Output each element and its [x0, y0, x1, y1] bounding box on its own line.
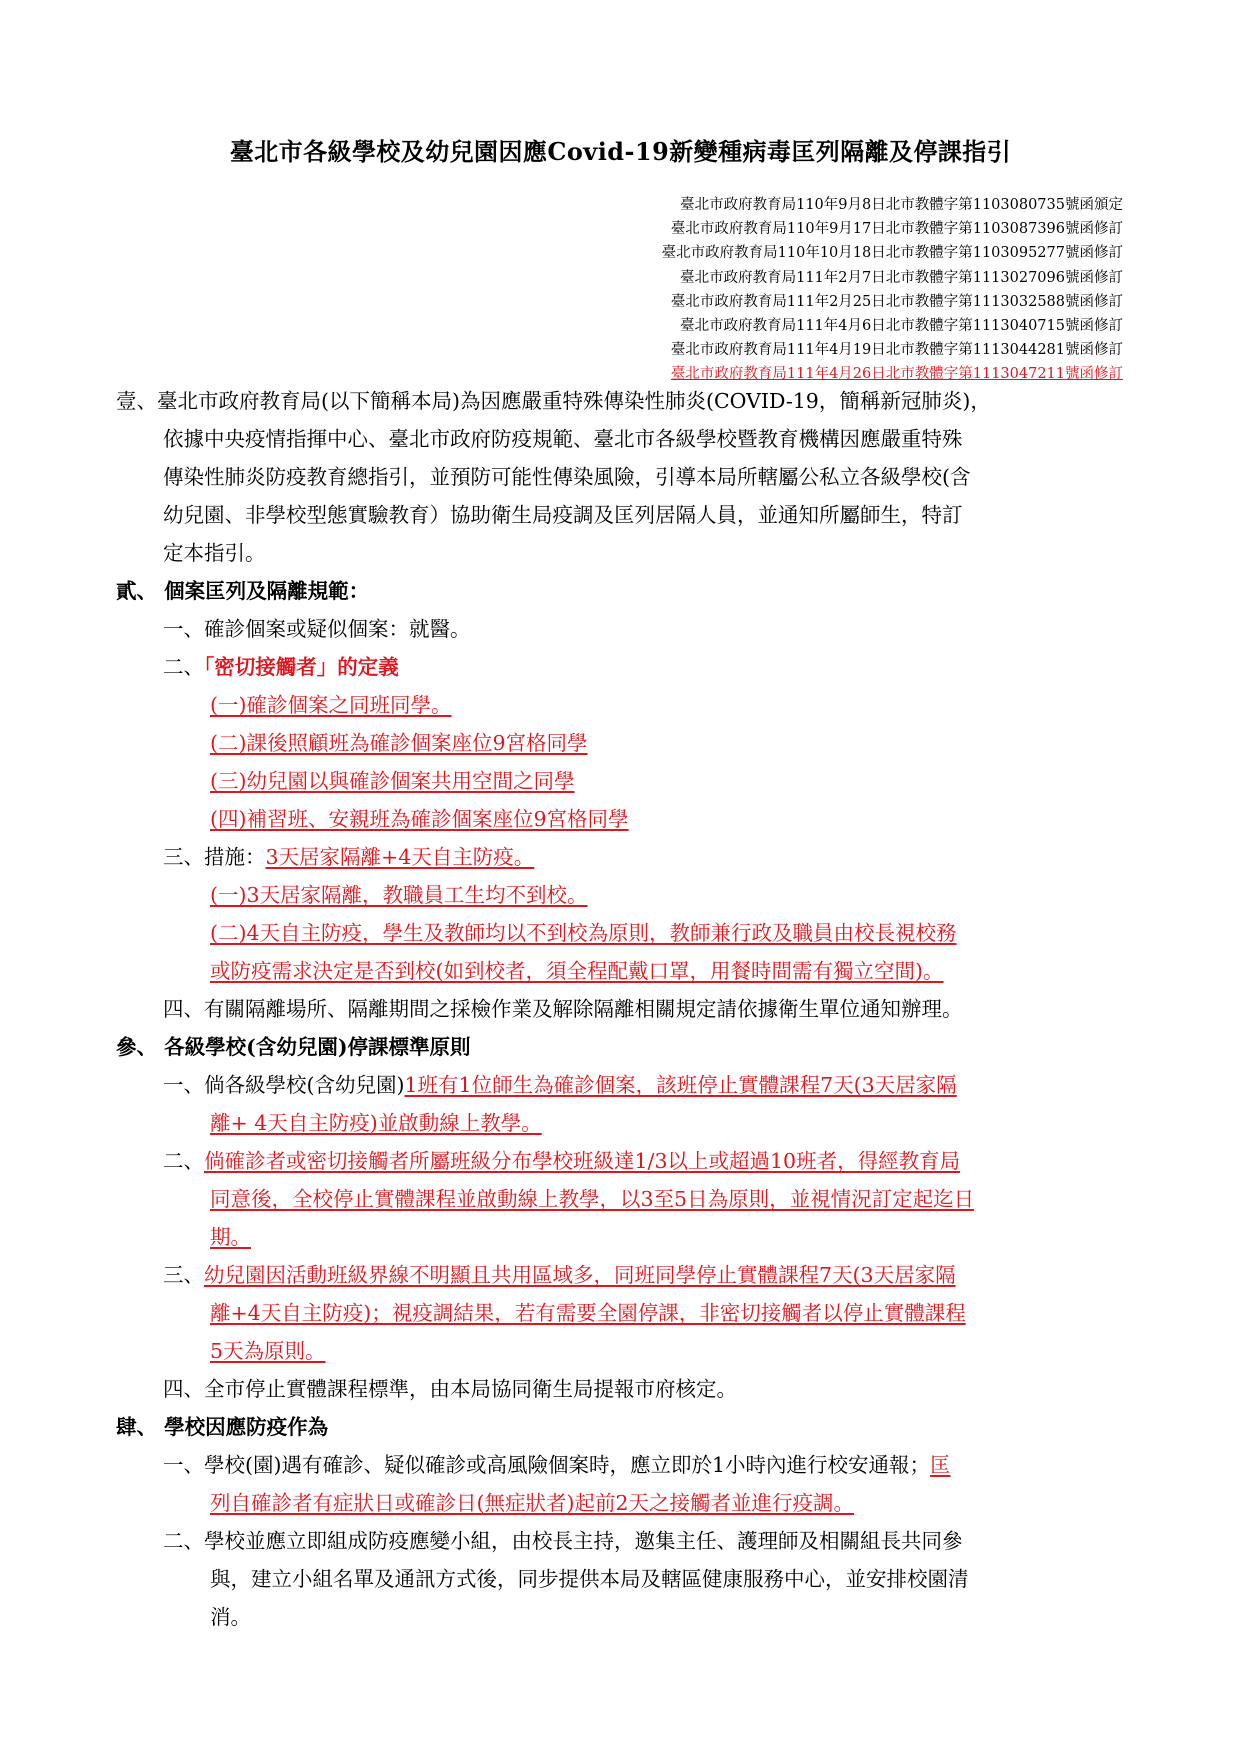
- kindergarten-rule: 幼兒園因活動班級界線不明顯且共用區域多，同班同學停止實體課程7天(3天居家隔: [204, 1263, 956, 1287]
- measures-summary: 3天居家隔離+4天自主防疫。: [265, 845, 535, 869]
- section-2-item-1: 一、確診個案或疑似個案：就醫。: [163, 617, 471, 641]
- section-2-heading: 貳、 個案匡列及隔離規範：: [116, 579, 370, 603]
- item-lead: 一、倘各級學校(含幼兒園): [163, 1073, 405, 1097]
- revision-line: 臺北市政府教育局111年4月19日北市教體字第1113044281號函修訂: [670, 342, 1123, 359]
- measure-detail: 或防疫需求決定是否到校(如到校者，須全程配戴口罩，用餐時間需有獨立空間)。: [210, 959, 944, 983]
- measure-detail: (二)4天自主防疫，學生及教師均以不到校為原則，教師兼行政及職員由校長視校務: [210, 921, 957, 945]
- revision-line: 臺北市政府教育局110年9月17日北市教體字第1103087396號函修訂: [670, 221, 1123, 238]
- measure-detail: (一)3天居家隔離，教職員工生均不到校。: [210, 883, 588, 907]
- section-3-heading: 參、 各級學校(含幼兒園)停課標準原則: [116, 1035, 471, 1059]
- section-1-line: 壹、臺北市政府教育局(以下簡稱本局)為因應嚴重特殊傳染性肺炎(COVID-19，簡稱新冠肺炎)，: [116, 389, 991, 413]
- suspension-rule-cont: 離+ 4天自主防疫)並啟動線上教學。: [210, 1111, 542, 1135]
- section-1-line: 傳染性肺炎防疫教育總指引，並預防可能性傳染風險，引導本局所轄屬公私立各級學校(含: [163, 465, 971, 489]
- revision-line: 臺北市政府教育局111年2月25日北市教體字第1113032588號函修訂: [670, 293, 1123, 310]
- section-3-item-1: [163, 1066, 957, 1104]
- close-contact-definition-title: 「密切接觸者」的定義: [204, 655, 399, 679]
- section-4-item-2: 二、學校並應立即組成防疫應變小組，由校長主持，邀集主任、護理師及相關組長共同參: [163, 1529, 963, 1553]
- measures-label: 三、措施：: [163, 845, 266, 869]
- section-2-item-3: [163, 838, 534, 876]
- suspension-rule: 1班有1位師生為確診個案，該班停止實體課程7天(3天居家隔: [404, 1073, 957, 1097]
- close-contact-criterion: (四)補習班、安親班為確診個案座位9宮格同學: [210, 807, 629, 831]
- section-3-item-2: [163, 1142, 960, 1180]
- school-wide-rule-cont: 同意後，全校停止實體課程並啟動線上教學，以3至5日為原則，並視情況訂定起迄日: [210, 1187, 975, 1211]
- revision-line: 臺北市政府教育局110年9月8日北市教體字第1103080735號函頒定: [680, 197, 1123, 213]
- revision-line-latest: 臺北市政府教育局111年4月26日北市教體字第1113047211號函修訂: [670, 366, 1123, 383]
- contact-tracing-rule-cont: 列自確診者有症狀日或確診日(無症狀者)起前2天之接觸者並進行疫調。: [210, 1491, 855, 1515]
- contact-tracing-rule: 匡: [930, 1453, 951, 1477]
- section-2-item-2: [163, 648, 399, 686]
- section-1-line: 幼兒園、非學校型態實驗教育）協助衛生局疫調及匡列居隔人員，並通知所屬師生，特訂: [163, 503, 963, 527]
- section-3-item-3: [163, 1256, 956, 1294]
- revision-history: [662, 193, 1123, 387]
- section-2-item-4: 四、有關隔離場所、隔離期間之採檢作業及解除隔離相關規定請依據衛生單位通知辦理。: [163, 997, 963, 1021]
- kindergarten-rule-cont: 5天為原則。: [210, 1339, 326, 1363]
- section-1-line: 依據中央疫情指揮中心、臺北市政府防疫規範、臺北市各級學校暨教育機構因應嚴重特殊: [163, 427, 963, 451]
- revision-line: 臺北市政府教育局111年2月7日北市教體字第1113027096號函修訂: [680, 269, 1123, 286]
- section-4-item-2-cont: 與，建立小組名單及通訊方式後，同步提供本局及轄區健康服務中心，並安排校園清: [210, 1567, 969, 1591]
- section-4-item-2-cont: 消。: [210, 1605, 251, 1629]
- kindergarten-rule-cont: 離+4天自主防疫)；視疫調結果，若有需要全園停課，非密切接觸者以停止實體課程: [210, 1301, 966, 1325]
- item-number: 二、: [163, 655, 204, 679]
- item-number: 三、: [163, 1263, 204, 1287]
- school-wide-rule-cont: 期。: [210, 1225, 251, 1249]
- school-wide-rule: 倘確診者或密切接觸者所屬班級分布學校班級達1/3以上或超過10班者，得經教育局: [204, 1149, 961, 1173]
- close-contact-criterion: (二)課後照顧班為確診個案座位9宮格同學: [210, 731, 588, 755]
- section-1-line: 定本指引。: [163, 541, 266, 565]
- close-contact-criterion: (一)確診個案之同班同學。: [210, 693, 452, 717]
- item-number: 二、: [163, 1149, 204, 1173]
- section-3-item-4: 四、全市停止實體課程標準，由本局協同衛生局提報市府核定。: [163, 1377, 737, 1401]
- revision-line: 臺北市政府教育局111年4月6日北市教體字第1113040715號函修訂: [680, 318, 1123, 335]
- close-contact-criterion: (三)幼兒園以與確診個案共用空間之同學: [210, 769, 575, 793]
- section-4-item-1: [163, 1446, 951, 1484]
- report-rule: 一、學校(園)遇有確診、疑似確診或高風險個案時，應立即於1小時內進行校安通報；: [163, 1453, 931, 1477]
- section-4-heading: 肆、 學校因應防疫作為: [116, 1415, 329, 1439]
- document-title: 臺北市各級學校及幼兒園因應Covid-19新變種病毒匡列隔離及停課指引: [229, 138, 1012, 166]
- revision-line: 臺北市政府教育局110年10月18日北市教體字第1103095277號函修訂: [661, 245, 1123, 262]
